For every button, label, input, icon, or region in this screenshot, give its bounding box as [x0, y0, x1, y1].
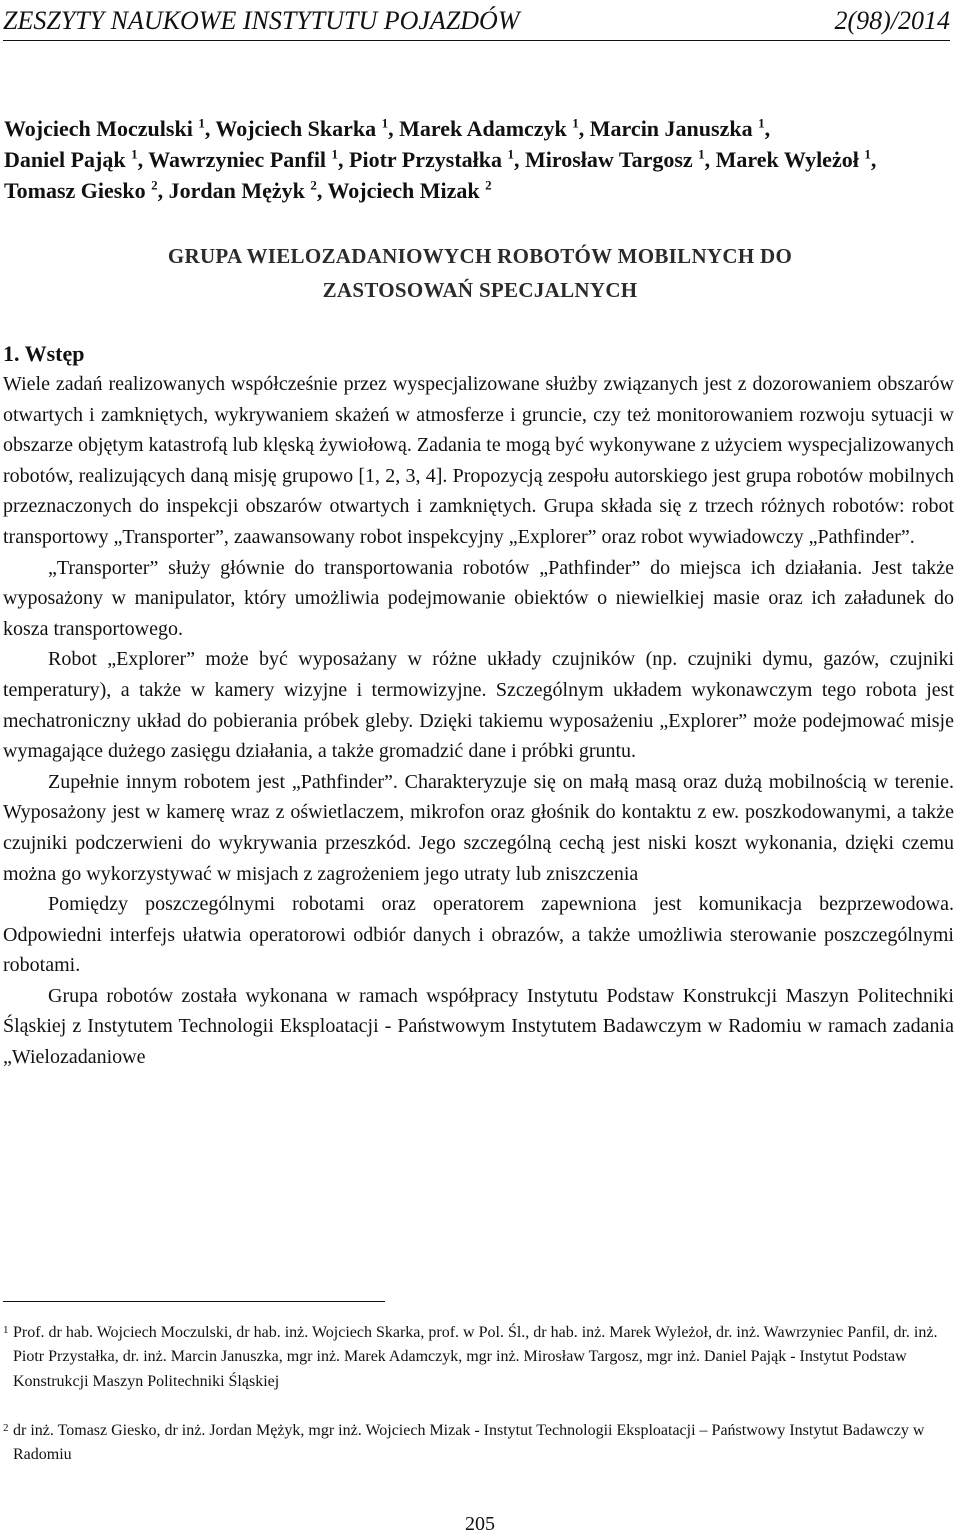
footnote-text: dr inż. Tomasz Giesko, dr inż. Jordan Mężyk, mgr inż. Wojciech Mizak - Instytut Technologii Eksploatacji – Państwowy Instytut Badawczy w Radomiu	[13, 1422, 925, 1464]
footnote-mark: 1	[3, 1324, 9, 1336]
footnote-separator	[3, 1301, 385, 1302]
author: Marcin Januszka $^1$,	[589, 115, 771, 141]
paragraph: Zupełnie innym robotem jest „Pathfinder”. Charakteryzuje się on małą masą oraz dużą mobilnością w terenie. Wyposażony jest w kamerę wraz z oświetlaczem, mikrofon oraz głośnik do kontaktu z ew. poszkodowanymi, a także czujniki podczerwieni do wykrywania przeszkód. Jego szczególną cechą jest niski koszt wykonania, dzięki czemu można go wykorzystywać w misjach z zagrożeniem jego utraty lub zniszczenia	[3, 770, 954, 885]
author: Wojciech Mizak $^2$	[327, 177, 492, 203]
body-text	[3, 369, 954, 1073]
paragraph: „Transporter” służy głównie do transportowania robotów „Pathfinder” do miejsca ich działania. Jest także wyposażony w manipulator, który umożliwia podejmowanie obiektów o niewielkiej masie oraz ich załadunek do kosza transportowego.	[3, 556, 954, 640]
author: Piotr Przystałka $^1$,	[349, 146, 525, 172]
journal-name: ZESZYTY NAUKOWE INSTYTUTU POJAZDÓW	[3, 6, 520, 35]
author: Wojciech Moczulski $^1$,	[4, 115, 216, 141]
author: Jordan Mężyk $^2$,	[168, 177, 328, 203]
author: Mirosław Targosz $^1$,	[525, 146, 716, 172]
paragraph: Wiele zadań realizowanych współcześnie przez wyspecjalizowane służby związanych jest z dozorowaniem obszarów otwartych i zamkniętych, wykrywaniem skażeń w atmosferze i gruncie, czy też monitorowaniem rozwoju sytuacji w obszarze objętym katastrofą lub klęską żywiołową. Zadania te mogą być wykonywane z użyciem wyspecjalizowanych robotów, realizujących daną misję grupowo [1, 2, 3, 4]. Propozycją zespołu autorskiego jest grupa robotów mobilnych przeznaczonych do inspekcji obszarów otwartych i zamkniętych. Grupa składa się z trzech różnych robotów: robot transportowy „Transporter”, zaawansowany robot inspekcyjny „Explorer” oraz robot wywiadowczy „Pathfinder”.	[3, 373, 954, 548]
title-line: ZASTOSOWAŃ SPECJALNYCH	[322, 278, 638, 302]
footnote-text: Prof. dr hab. Wojciech Moczulski, dr hab. inż. Wojciech Skarka, prof. w Pol. Śl., dr hab. inż. Marek Wyleżoł, dr. inż. Wawrzyniec Panfil, dr. inż. Piotr Przystałka, dr. inż. Marcin Januszka, mgr inż. Marek Adamczyk, mgr inż. Mirosław Targosz, mgr inż. Daniel Pająk - Instytut Podstaw Konstrukcji Maszyn Politechniki Śląskiej	[13, 1324, 938, 1390]
section-title: Wstęp	[24, 341, 85, 366]
paragraph: Pomiędzy poszczególnymi robotami oraz operatorem zapewniona jest komunikacja bezprzewodowa. Odpowiedni interfejs ułatwia operatorowi odbiór danych i obrazów, a także umożliwia sterowanie poszczególnymi robotami.	[3, 893, 954, 977]
author: Tomasz Giesko $^2$,	[4, 177, 169, 203]
footnote	[3, 1419, 952, 1468]
author: Daniel Pająk $^1$,	[4, 146, 149, 172]
author: Marek Adamczyk $^1$,	[399, 115, 590, 141]
page-number: 205	[465, 1513, 495, 1535]
footnote-mark: 2	[3, 1422, 9, 1434]
section-heading	[3, 339, 85, 369]
paragraph: Grupa robotów została wykonana w ramach współpracy Instytutu Podstaw Konstrukcji Maszyn Politechniki Śląskiej z Instytutem Technologii Eksploatacji - Państwowym Instytutem Badawczym w Radomiu w ramach zadania „Wielozadaniowe	[3, 984, 954, 1069]
footnote	[3, 1321, 952, 1394]
paragraph: Robot „Explorer” może być wyposażany w różne układy czujników (np. czujniki dymu, gazów, czujniki temperatury), a także w kamery wizyjne i termowizyjne. Szczególnym układem wykonawczym tego robota jest mechatroniczny układ do pobierania próbek gleby. Dzięki takiemu wyposażeniu „Explorer” może podejmować misje wymagające dużego zasięgu działania, a także gromadzić dane i próbki gruntu.	[3, 648, 954, 763]
author: Wawrzyniec Panfil $^1$,	[148, 146, 350, 172]
author: Marek Wyleżoł $^1$,	[715, 146, 877, 172]
issue-number: 2(98)/2014	[834, 6, 950, 35]
section-number: 1.	[3, 341, 20, 366]
author-list	[4, 113, 951, 206]
author: Wojciech Skarka $^1$,	[215, 115, 400, 141]
paper-title	[0, 239, 960, 307]
running-header	[3, 2, 950, 41]
title-line: GRUPA WIELOZADANIOWYCH ROBOTÓW MOBILNYCH DO	[167, 244, 793, 268]
